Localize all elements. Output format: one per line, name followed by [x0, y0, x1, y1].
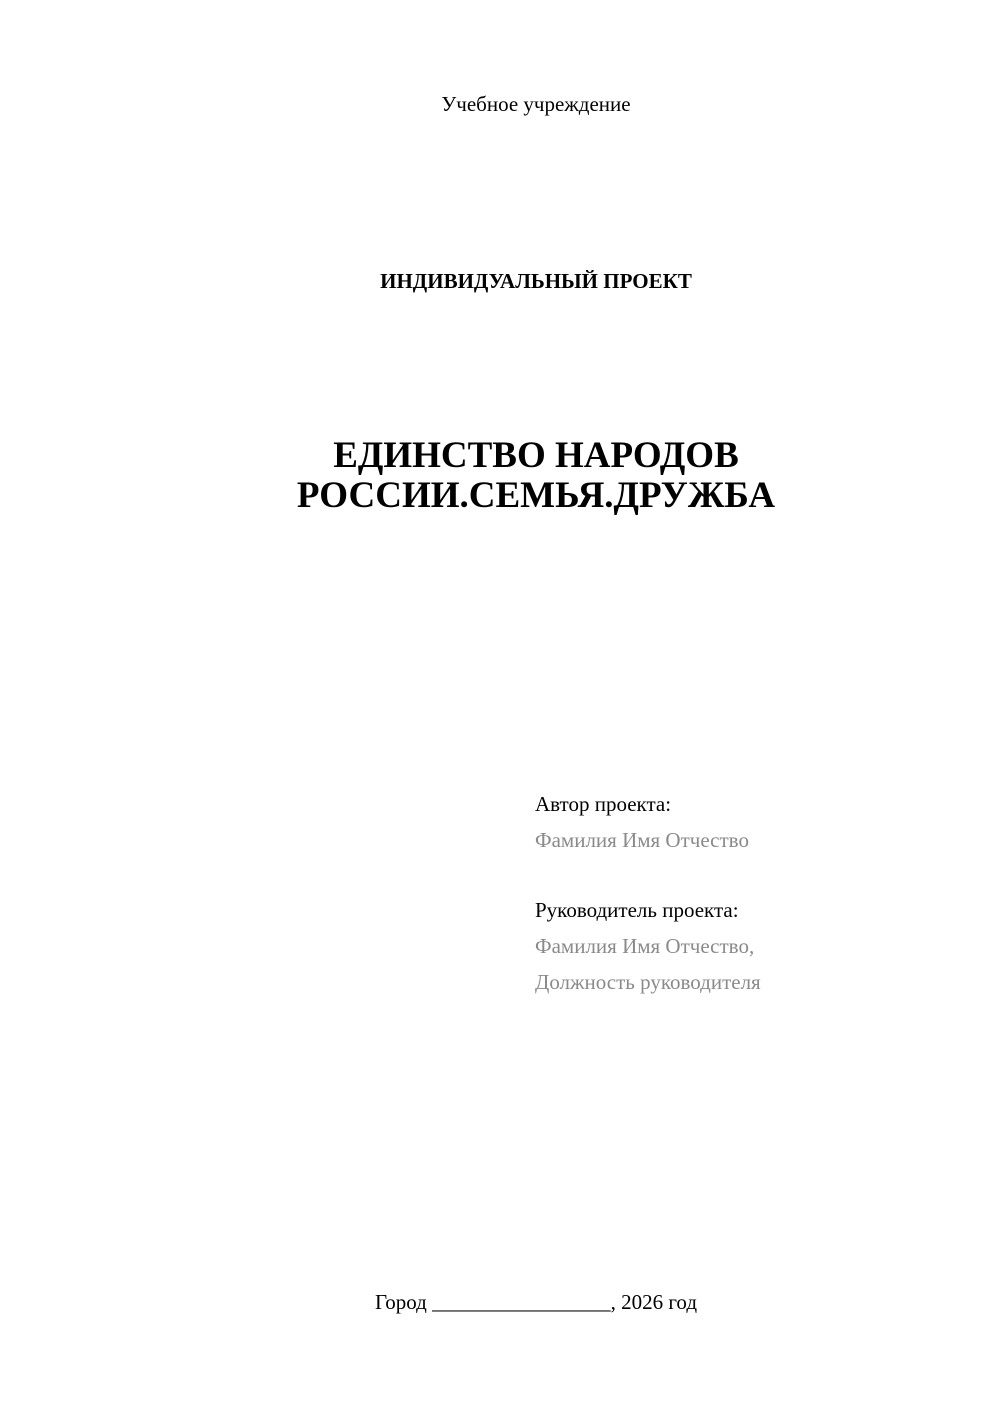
supervisor-name: Фамилия Имя Отчество, [535, 934, 755, 958]
author-block [535, 786, 749, 858]
institution-name: Учебное учреждение [441, 92, 631, 116]
supervisor-block [535, 892, 761, 1000]
project-title-line-2: РОССИИ.СЕМЬЯ.ДРУЖБА [296, 475, 776, 516]
supervisor-position: Должность руководителя [535, 970, 761, 994]
project-title [0, 436, 1000, 516]
city-year-line: Город _________________, 2026 год [374, 1290, 698, 1314]
project-title-line-1: ЕДИНСТВО НАРОДОВ [333, 435, 739, 476]
document-type: ИНДИВИДУАЛЬНЫЙ ПРОЕКТ [380, 269, 692, 293]
author-label: Автор проекта: [535, 792, 672, 816]
author-name: Фамилия Имя Отчество [535, 828, 749, 852]
supervisor-label: Руководитель проекта: [535, 898, 739, 922]
